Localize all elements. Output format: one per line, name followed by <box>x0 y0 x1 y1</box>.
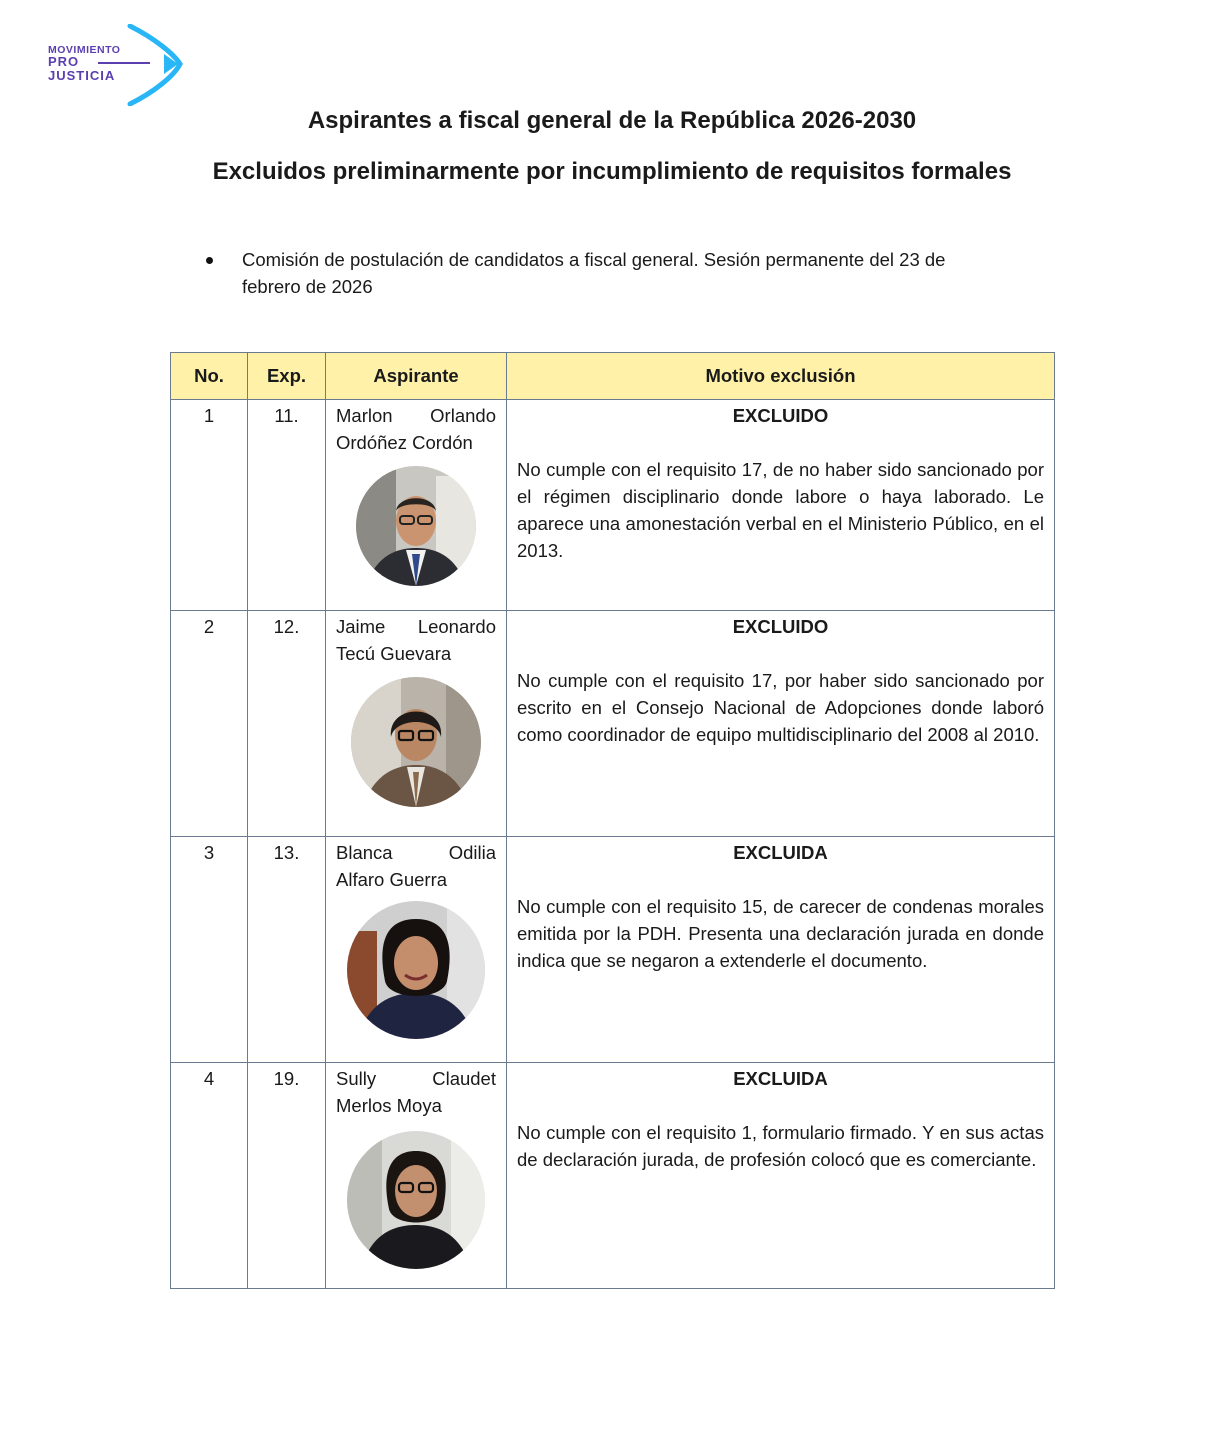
row-number: 3 <box>171 837 248 1063</box>
status-label: EXCLUIDO <box>732 405 829 426</box>
aspirante-name: Marlon Orlando Ordóñez Cordón <box>336 405 496 453</box>
logo <box>46 24 186 106</box>
exclusion-table <box>170 352 1055 1289</box>
aspirante-cell <box>326 400 507 611</box>
aspirante-name: Sully Claudet Merlos Moya <box>336 1068 496 1116</box>
page-subtitle: Excluidos preliminarmente por incumplimiento de requisitos formales <box>212 158 1012 185</box>
reason-text: No cumple con el requisito 17, por haber sido sancionado por escrito en el Consejo Nacional de Adopciones donde laboró como coordinador de equipo multidisciplinario del 2008 al 2010. <box>517 670 1044 745</box>
aspirante-name: Jaime Leonardo Tecú Guevara <box>336 616 496 664</box>
status-label: EXCLUIDO <box>732 616 829 637</box>
aspirante-photo <box>351 677 481 807</box>
aspirante-name: Blanca Odilia Alfaro Guerra <box>336 842 496 890</box>
aspirante-cell <box>326 837 507 1063</box>
row-number: 1 <box>171 400 248 611</box>
reason-cell <box>507 1063 1055 1289</box>
aspirante-photo <box>347 1131 485 1269</box>
column-header-motivo: Motivo exclusión <box>507 353 1055 400</box>
status-label: EXCLUIDA <box>733 842 828 863</box>
column-header-exp: Exp. <box>248 353 326 400</box>
row-exp: 11. <box>248 400 326 611</box>
aspirante-photo <box>356 466 476 586</box>
logo-divider <box>98 62 150 64</box>
logo-line1: MOVIMIENTO <box>48 44 121 56</box>
table-row <box>171 1063 1055 1289</box>
reason-cell <box>507 611 1055 837</box>
status-label: EXCLUIDA <box>733 1068 828 1089</box>
row-exp: 13. <box>248 837 326 1063</box>
reason-text: No cumple con el requisito 15, de carecer de condenas morales emitida por la PDH. Presenta una declaración jurada en donde indica que se negaron a extenderle el documento. <box>517 896 1044 971</box>
arrow-logo-icon <box>124 24 184 106</box>
aspirante-cell <box>326 1063 507 1289</box>
reason-text: No cumple con el requisito 1, formulario firmado. Y en sus actas de declaración jurada, de profesión colocó que es comerciante. <box>517 1122 1044 1170</box>
bullet-dot-icon <box>206 257 213 264</box>
row-exp: 12. <box>248 611 326 837</box>
reason-cell <box>507 837 1055 1063</box>
logo-line3: JUSTICIA <box>48 68 116 83</box>
row-number: 4 <box>171 1063 248 1289</box>
column-header-aspirante: Aspirante <box>326 353 507 400</box>
bullet-item <box>206 246 1006 300</box>
reason-text: No cumple con el requisito 17, de no haber sido sancionado por el régimen disciplinario donde labore o haya laborado. Le aparece una amonestación verbal en el Ministerio Público, en el 2013. <box>517 459 1044 561</box>
row-number: 2 <box>171 611 248 837</box>
reason-cell <box>507 400 1055 611</box>
table-row <box>171 611 1055 837</box>
table-row <box>171 837 1055 1063</box>
bullet-text: Comisión de postulación de candidatos a fiscal general. Sesión permanente del 23 de febrero de 2026 <box>242 249 946 297</box>
aspirante-photo <box>347 901 485 1039</box>
logo-line2: PRO <box>48 54 80 69</box>
table-row <box>171 400 1055 611</box>
row-exp: 19. <box>248 1063 326 1289</box>
page-title: Aspirantes a fiscal general de la República 2026-2030 <box>307 107 917 134</box>
table-header-row <box>171 353 1055 400</box>
aspirante-cell <box>326 611 507 837</box>
column-header-no: No. <box>171 353 248 400</box>
